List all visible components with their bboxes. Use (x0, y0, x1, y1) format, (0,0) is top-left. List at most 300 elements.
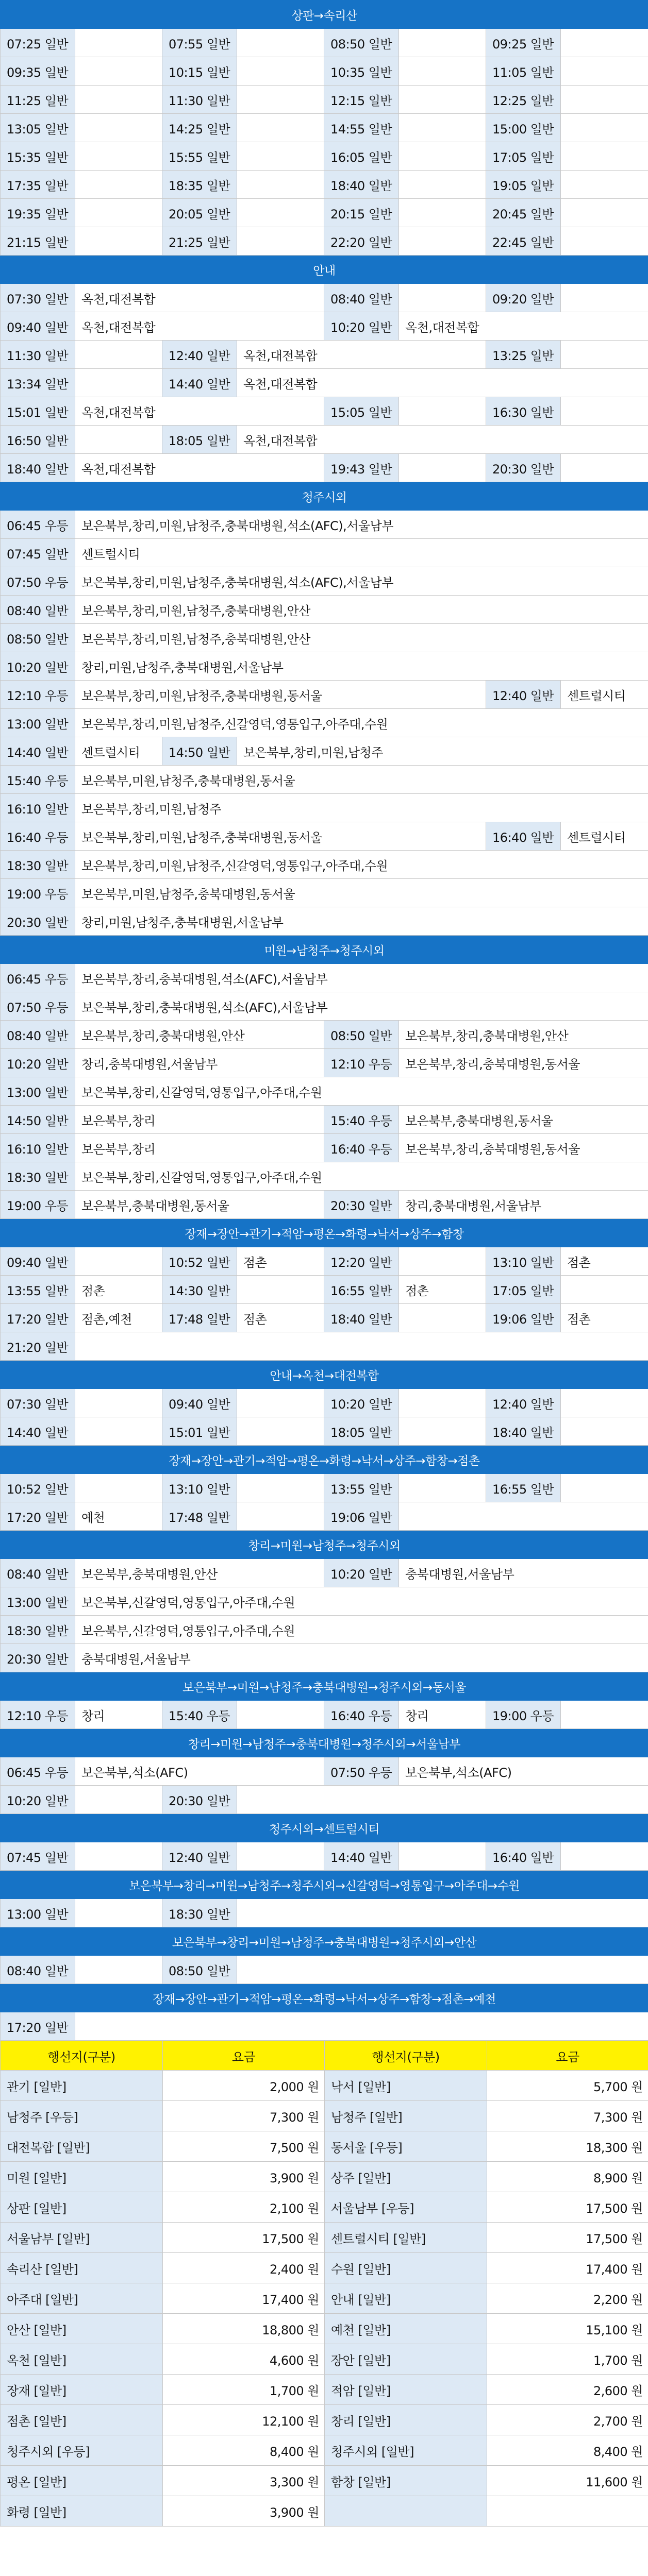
via-stops (237, 1956, 648, 1984)
departure-row (1, 1502, 648, 1531)
departure-time: 20:30 일반 (1, 1644, 75, 1672)
departure-time: 14:50 일반 (1, 1106, 75, 1134)
via-stops (75, 1417, 162, 1446)
via-stops (399, 57, 486, 86)
departure-time: 13:05 일반 (1, 114, 75, 142)
via-stops: 점촌 (75, 1276, 162, 1304)
via-stops (237, 1899, 648, 1927)
route-title: 청주시외 (1, 482, 648, 511)
departure-row (1, 1559, 648, 1587)
fare-destination: 적암 [일반] (325, 2375, 487, 2405)
via-stops (75, 1842, 162, 1871)
via-stops: 보은북부,창리,신갈영덕,영통입구,아주대,수원 (75, 1077, 648, 1106)
departure-time: 15:01 일반 (1, 397, 75, 426)
departure-row (1, 1106, 648, 1134)
via-stops: 보은북부,창리,미원,남청주,충북대병원,동서울 (75, 822, 486, 851)
via-stops (75, 2012, 648, 2041)
departure-time: 17:20 일반 (1, 1502, 75, 1531)
departure-time: 21:20 일반 (1, 1332, 75, 1361)
departure-time: 15:40 우등 (1, 766, 75, 794)
fare-destination: 상주 [일반] (325, 2162, 487, 2192)
departure-time: 08:50 일반 (324, 29, 399, 57)
departure-time: 06:45 우등 (1, 964, 75, 992)
via-stops (75, 171, 162, 199)
fare-price: 1,700 원 (163, 2375, 325, 2405)
via-stops: 보은북부,창리,미원,남청주 (237, 737, 648, 766)
via-stops (75, 114, 162, 142)
departure-time: 19:43 일반 (324, 454, 399, 482)
departure-row (1, 426, 648, 454)
departure-time: 16:10 일반 (1, 794, 75, 822)
via-stops: 옥천,대전복합 (399, 312, 648, 341)
departure-time: 16:55 일반 (486, 1474, 561, 1502)
via-stops (561, 397, 648, 426)
via-stops (75, 426, 162, 454)
departure-time: 07:25 일반 (1, 29, 75, 57)
departure-row (1, 454, 648, 482)
departure-time: 19:35 일반 (1, 199, 75, 227)
via-stops: 센트럴시티 (75, 539, 648, 567)
departure-row (1, 199, 648, 227)
via-stops (399, 29, 486, 57)
fare-destination: 장재 [일반] (1, 2375, 163, 2405)
via-stops (75, 227, 162, 256)
fare-header-row (1, 2041, 648, 2071)
via-stops: 창리,충북대병원,서울남부 (399, 1191, 648, 1219)
departure-time: 20:45 일반 (486, 199, 561, 227)
departure-time: 18:40 일반 (324, 1304, 399, 1332)
via-stops (399, 142, 486, 171)
route-title: 보은북부→창리→미원→남청주→청주시외→신갈영덕→영통입구→아주대→수원 (1, 1871, 648, 1899)
via-stops: 보은북부,창리 (75, 1134, 324, 1162)
via-stops: 센트럴시티 (561, 681, 648, 709)
departure-time: 15:40 우등 (162, 1701, 237, 1729)
via-stops (237, 1842, 324, 1871)
departure-time: 11:25 일반 (1, 86, 75, 114)
via-stops (561, 29, 648, 57)
departure-row (1, 624, 648, 652)
via-stops: 보은북부,미원,남청주,충북대병원,동서울 (75, 879, 648, 907)
route-title: 보은북부→창리→미원→남청주→충북대병원→청주시외→안산 (1, 1927, 648, 1956)
via-stops: 옥천,대전복합 (237, 341, 486, 369)
departure-time: 18:30 일반 (1, 1162, 75, 1191)
fare-price: 12,100 원 (163, 2405, 325, 2435)
departure-time: 12:10 우등 (1, 681, 75, 709)
departure-row (1, 341, 648, 369)
departure-time: 15:01 일반 (162, 1417, 237, 1446)
fare-row (1, 2162, 648, 2192)
via-stops: 점촌,예천 (75, 1304, 162, 1332)
route-header-row (1, 1729, 648, 1757)
via-stops (75, 1389, 162, 1417)
via-stops (561, 57, 648, 86)
fare-price: 3,900 원 (163, 2496, 325, 2527)
departure-row (1, 822, 648, 851)
fare-destination: 미원 [일반] (1, 2162, 163, 2192)
departure-row (1, 1304, 648, 1332)
via-stops: 보은북부,창리,미원,남청주,충북대병원,안산 (75, 596, 648, 624)
fare-header-destination: 행선지(구분) (1, 2041, 163, 2071)
departure-time: 13:00 일반 (1, 1899, 75, 1927)
departure-time: 10:20 일반 (1, 652, 75, 681)
fare-destination: 함창 [일반] (325, 2466, 487, 2496)
via-stops: 보은북부,충북대병원,동서울 (75, 1191, 324, 1219)
departure-time: 14:40 일반 (1, 737, 75, 766)
departure-time: 09:40 일반 (162, 1389, 237, 1417)
fare-price: 2,700 원 (487, 2405, 648, 2435)
via-stops (561, 227, 648, 256)
departure-time: 12:40 일반 (162, 341, 237, 369)
route-title: 장재→장안→관기→적암→평온→화령→낙서→상주→함창→점촌→예천 (1, 1984, 648, 2012)
fare-row (1, 2496, 648, 2527)
departure-time: 17:48 일반 (162, 1502, 237, 1531)
via-stops (399, 86, 486, 114)
via-stops (237, 1389, 324, 1417)
route-title: 미원→남청주→청주시외 (1, 936, 648, 964)
route-header-row (1, 936, 648, 964)
fare-destination (325, 2496, 487, 2527)
departure-time: 19:05 일반 (486, 171, 561, 199)
departure-row (1, 681, 648, 709)
departure-time: 15:05 일반 (324, 397, 399, 426)
fare-destination: 청주시외 [우등] (1, 2435, 163, 2466)
departure-time: 14:40 일반 (324, 1842, 399, 1871)
via-stops (399, 171, 486, 199)
fare-row (1, 2344, 648, 2375)
departure-row (1, 992, 648, 1021)
departure-time: 06:45 우등 (1, 1757, 75, 1786)
departure-time: 12:20 일반 (324, 1247, 399, 1276)
via-stops (561, 1474, 648, 1502)
fare-row (1, 2466, 648, 2496)
departure-time: 07:45 일반 (1, 539, 75, 567)
fare-price: 17,500 원 (487, 2223, 648, 2253)
departure-time: 18:40 일반 (486, 1417, 561, 1446)
via-stops (237, 142, 324, 171)
via-stops (399, 1474, 486, 1502)
departure-time: 20:30 일반 (162, 1786, 237, 1814)
departure-time: 17:20 일반 (1, 1304, 75, 1332)
fare-price: 8,400 원 (487, 2435, 648, 2466)
via-stops (399, 284, 486, 312)
departure-time: 10:15 일반 (162, 57, 237, 86)
route-title: 장재→장안→관기→적암→평온→화령→낙서→상주→함창 (1, 1219, 648, 1247)
fare-price: 2,200 원 (487, 2283, 648, 2314)
departure-row (1, 284, 648, 312)
via-stops (237, 114, 324, 142)
fare-price: 17,500 원 (487, 2192, 648, 2223)
fare-row (1, 2435, 648, 2466)
via-stops (237, 1276, 324, 1304)
departure-time: 17:20 일반 (1, 2012, 75, 2041)
departure-time: 17:35 일반 (1, 171, 75, 199)
departure-time: 16:30 일반 (486, 397, 561, 426)
fare-row (1, 2071, 648, 2101)
via-stops (237, 1417, 324, 1446)
departure-time: 19:06 일반 (324, 1502, 399, 1531)
via-stops: 보은북부,창리,미원,남청주 (75, 794, 648, 822)
departure-time: 20:30 일반 (1, 907, 75, 936)
fare-destination: 점촌 [일반] (1, 2405, 163, 2435)
departure-row (1, 1786, 648, 1814)
via-stops (75, 1247, 162, 1276)
departure-row (1, 1077, 648, 1106)
fare-price: 11,600 원 (487, 2466, 648, 2496)
route-header-row (1, 482, 648, 511)
departure-time: 10:20 일반 (324, 1389, 399, 1417)
departure-row (1, 1134, 648, 1162)
via-stops (561, 341, 648, 369)
departure-time: 20:30 일반 (486, 454, 561, 482)
departure-time: 08:50 일반 (324, 1021, 399, 1049)
departure-row (1, 142, 648, 171)
departure-row (1, 86, 648, 114)
departure-row (1, 511, 648, 539)
via-stops (237, 1701, 324, 1729)
via-stops (75, 199, 162, 227)
departure-time: 22:45 일반 (486, 227, 561, 256)
route-title: 청주시외→센트럴시티 (1, 1814, 648, 1842)
fare-destination: 센트럴시티 [일반] (325, 2223, 487, 2253)
via-stops (237, 227, 324, 256)
fare-destination: 서울남부 [우등] (325, 2192, 487, 2223)
fare-price: 2,100 원 (163, 2192, 325, 2223)
departure-time: 16:40 일반 (486, 822, 561, 851)
via-stops (237, 171, 324, 199)
departure-row (1, 1417, 648, 1446)
departure-time: 12:10 우등 (1, 1701, 75, 1729)
departure-time: 17:05 일반 (486, 1276, 561, 1304)
fare-price: 2,000 원 (163, 2071, 325, 2101)
fare-price: 17,500 원 (163, 2223, 325, 2253)
departure-time: 18:05 일반 (324, 1417, 399, 1446)
fare-price: 7,300 원 (163, 2101, 325, 2131)
departure-time: 13:00 일반 (1, 1077, 75, 1106)
departure-time: 17:05 일반 (486, 142, 561, 171)
departure-row (1, 1842, 648, 1871)
via-stops: 센트럴시티 (561, 822, 648, 851)
fare-destination: 아주대 [일반] (1, 2283, 163, 2314)
departure-row (1, 29, 648, 57)
fare-header-destination: 행선지(구분) (325, 2041, 487, 2071)
route-header-row (1, 1871, 648, 1899)
via-stops (237, 57, 324, 86)
fare-price: 1,700 원 (487, 2344, 648, 2375)
fare-destination: 남청주 [일반] (325, 2101, 487, 2131)
via-stops: 보은북부,창리,충북대병원,동서울 (399, 1134, 648, 1162)
fare-price: 17,400 원 (163, 2283, 325, 2314)
fare-price: 7,500 원 (163, 2131, 325, 2162)
departure-row (1, 1247, 648, 1276)
departure-row (1, 171, 648, 199)
fare-row (1, 2192, 648, 2223)
departure-time: 17:48 일반 (162, 1304, 237, 1332)
via-stops: 점촌 (561, 1247, 648, 1276)
fare-price: 3,900 원 (163, 2162, 325, 2192)
departure-time: 09:40 일반 (1, 1247, 75, 1276)
via-stops (237, 199, 324, 227)
departure-time: 16:40 일반 (486, 1842, 561, 1871)
route-title: 장재→장안→관기→적암→평온→화령→낙서→상주→함창→점촌 (1, 1446, 648, 1474)
via-stops: 보은북부,창리,미원,남청주,충북대병원,안산 (75, 624, 648, 652)
departure-time: 07:50 우등 (1, 567, 75, 596)
departure-time: 18:40 일반 (324, 171, 399, 199)
via-stops (399, 397, 486, 426)
departure-row (1, 57, 648, 86)
departure-row (1, 907, 648, 936)
via-stops (561, 114, 648, 142)
via-stops: 옥천,대전복합 (237, 426, 648, 454)
fare-destination: 대전복합 [일반] (1, 2131, 163, 2162)
departure-time: 18:30 일반 (1, 1616, 75, 1644)
via-stops: 옥천,대전복합 (75, 312, 324, 341)
departure-time: 13:25 일반 (486, 341, 561, 369)
route-title: 안내 (1, 256, 648, 284)
departure-row (1, 1276, 648, 1304)
departure-time: 13:55 일반 (324, 1474, 399, 1502)
departure-time: 12:10 우등 (324, 1049, 399, 1077)
departure-row (1, 1021, 648, 1049)
fare-price: 5,700 원 (487, 2071, 648, 2101)
departure-time: 13:55 일반 (1, 1276, 75, 1304)
departure-time: 14:50 일반 (162, 737, 237, 766)
via-stops (75, 1956, 162, 1984)
route-header-row (1, 1531, 648, 1559)
departure-time: 08:50 일반 (162, 1956, 237, 1984)
departure-time: 12:15 일반 (324, 86, 399, 114)
fare-row (1, 2283, 648, 2314)
fare-destination: 옥천 [일반] (1, 2344, 163, 2375)
via-stops (75, 369, 162, 397)
departure-time: 13:00 일반 (1, 709, 75, 737)
route-header-row (1, 1814, 648, 1842)
route-title: 상판→속리산 (1, 1, 648, 29)
fare-destination: 안내 [일반] (325, 2283, 487, 2314)
departure-time: 08:40 일반 (324, 284, 399, 312)
departure-time: 18:30 일반 (1, 851, 75, 879)
via-stops (399, 454, 486, 482)
departure-time: 18:30 일반 (162, 1899, 237, 1927)
fare-price: 2,600 원 (487, 2375, 648, 2405)
departure-row (1, 1389, 648, 1417)
departure-time: 19:00 우등 (486, 1701, 561, 1729)
via-stops (399, 1417, 486, 1446)
via-stops: 충북대병원,서울남부 (75, 1644, 648, 1672)
departure-time: 18:05 일반 (162, 426, 237, 454)
departure-time: 09:25 일반 (486, 29, 561, 57)
departure-time: 21:15 일반 (1, 227, 75, 256)
fare-price: 8,900 원 (487, 2162, 648, 2192)
departure-row (1, 1474, 648, 1502)
departure-time: 22:20 일반 (324, 227, 399, 256)
departure-row (1, 397, 648, 426)
via-stops (561, 1417, 648, 1446)
via-stops: 보은북부,미원,남청주,충북대병원,동서울 (75, 766, 648, 794)
fare-price: 4,600 원 (163, 2344, 325, 2375)
via-stops: 보은북부,창리 (75, 1106, 324, 1134)
fare-destination: 상판 [일반] (1, 2192, 163, 2223)
departure-row (1, 851, 648, 879)
via-stops (75, 1899, 162, 1927)
via-stops: 충북대병원,서울남부 (399, 1559, 648, 1587)
route-header-row (1, 1446, 648, 1474)
via-stops (399, 1389, 486, 1417)
departure-time: 19:06 일반 (486, 1304, 561, 1332)
departure-time: 07:30 일반 (1, 284, 75, 312)
via-stops: 점촌 (237, 1304, 324, 1332)
departure-time: 20:05 일반 (162, 199, 237, 227)
departure-time: 16:55 일반 (324, 1276, 399, 1304)
departure-time: 11:05 일반 (486, 57, 561, 86)
route-header-row (1, 1, 648, 29)
departure-time: 14:40 일반 (1, 1417, 75, 1446)
departure-row (1, 1757, 648, 1786)
via-stops: 옥천,대전복합 (75, 454, 324, 482)
route-title: 안내→옥천→대전복합 (1, 1361, 648, 1389)
via-stops (399, 1842, 486, 1871)
departure-time: 15:40 우등 (324, 1106, 399, 1134)
route-header-row (1, 1984, 648, 2012)
departure-row (1, 2012, 648, 2041)
departure-time: 07:45 일반 (1, 1842, 75, 1871)
departure-row (1, 1956, 648, 1984)
via-stops: 창리,미원,남청주,충북대병원,서울남부 (75, 652, 648, 681)
fare-row (1, 2314, 648, 2344)
via-stops (399, 1502, 648, 1531)
departure-time: 14:55 일반 (324, 114, 399, 142)
via-stops (561, 171, 648, 199)
via-stops (237, 29, 324, 57)
departure-time: 08:40 일반 (1, 1021, 75, 1049)
via-stops (75, 1474, 162, 1502)
departure-time: 16:40 우등 (1, 822, 75, 851)
route-header-row (1, 1927, 648, 1956)
departure-row (1, 1049, 648, 1077)
departure-time: 08:40 일반 (1, 1956, 75, 1984)
via-stops (399, 199, 486, 227)
via-stops: 보은북부,창리,미원,남청주,충북대병원,동서울 (75, 681, 486, 709)
fare-row (1, 2375, 648, 2405)
departure-row (1, 369, 648, 397)
departure-time: 09:35 일반 (1, 57, 75, 86)
via-stops: 옥천,대전복합 (237, 369, 648, 397)
departure-row (1, 1162, 648, 1191)
via-stops (75, 86, 162, 114)
departure-time: 12:25 일반 (486, 86, 561, 114)
departure-time: 10:20 일반 (324, 312, 399, 341)
departure-time: 13:10 일반 (486, 1247, 561, 1276)
departure-time: 10:20 일반 (1, 1786, 75, 1814)
departure-time: 19:00 우등 (1, 1191, 75, 1219)
departure-time: 07:30 일반 (1, 1389, 75, 1417)
via-stops: 보은북부,충북대병원,안산 (75, 1559, 324, 1587)
departure-time: 13:34 일반 (1, 369, 75, 397)
via-stops (237, 1502, 324, 1531)
departure-row (1, 879, 648, 907)
departure-time: 10:20 일반 (324, 1559, 399, 1587)
fare-destination: 예천 [일반] (325, 2314, 487, 2344)
departure-row (1, 1899, 648, 1927)
via-stops: 옥천,대전복합 (75, 284, 324, 312)
route-header-row (1, 1219, 648, 1247)
via-stops: 보은북부,창리,미원,남청주,충북대병원,석소(AFC),서울남부 (75, 567, 648, 596)
fare-price: 18,800 원 (163, 2314, 325, 2344)
fare-destination: 장안 [일반] (325, 2344, 487, 2375)
via-stops: 창리 (75, 1701, 162, 1729)
via-stops: 보은북부,신갈영덕,영통입구,아주대,수원 (75, 1616, 648, 1644)
departure-time: 11:30 일반 (162, 86, 237, 114)
fare-destination: 동서울 [우등] (325, 2131, 487, 2162)
